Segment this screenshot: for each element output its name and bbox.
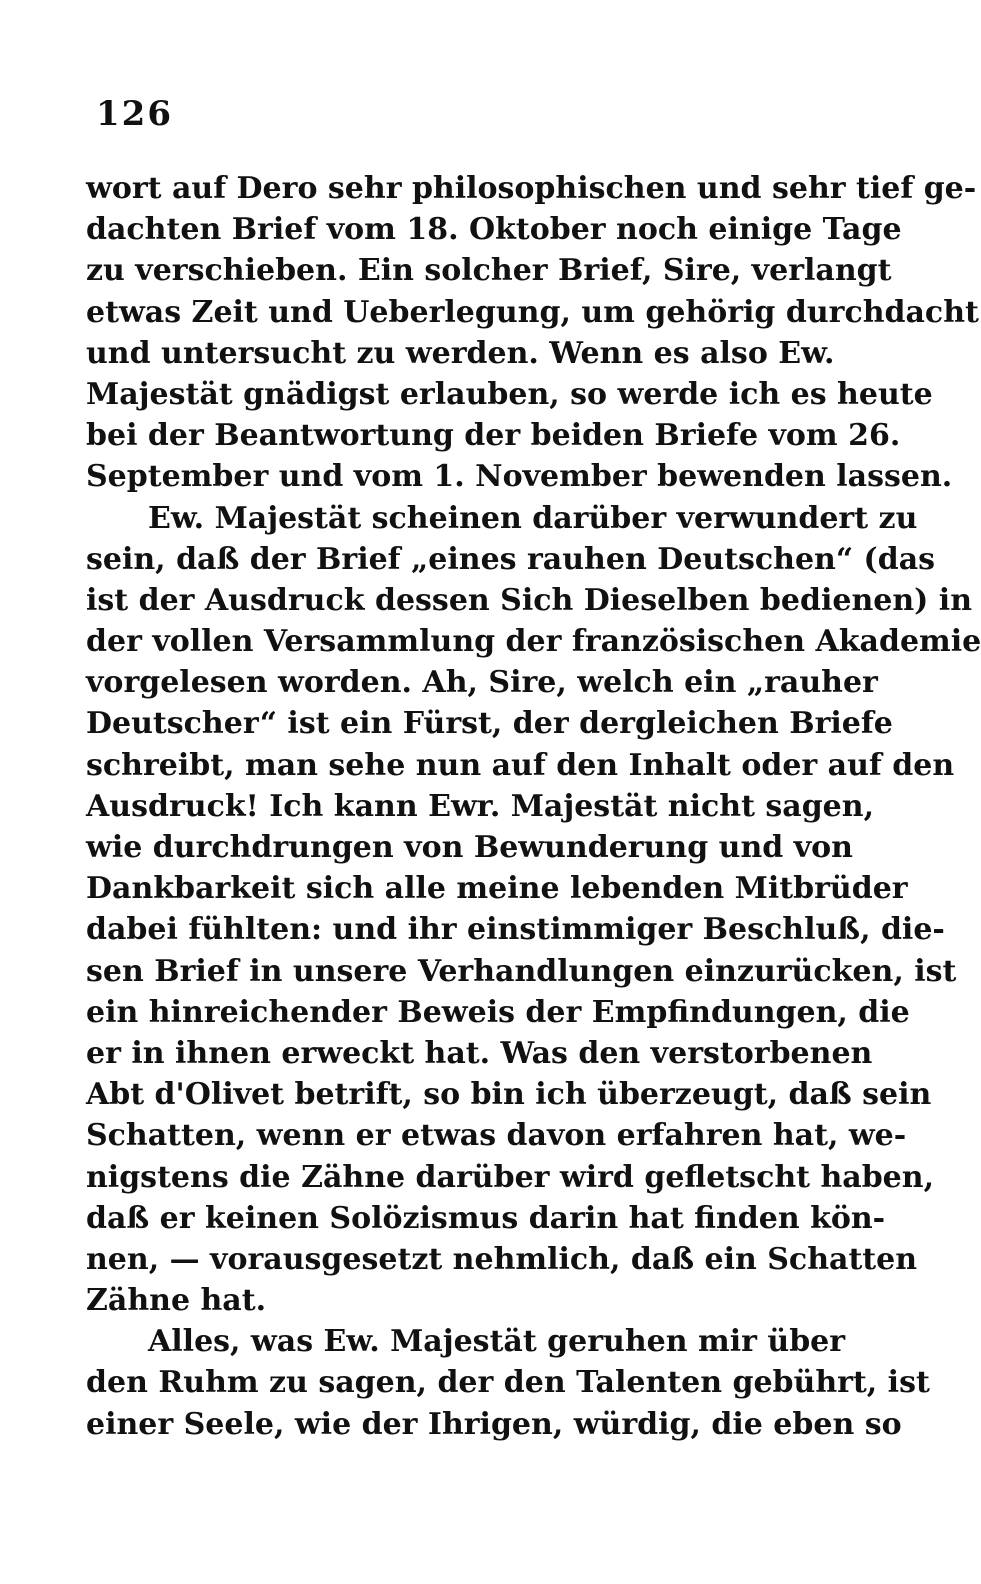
- text-line: schreibt, man sehe nun auf den Inhalt oder auf den: [86, 747, 955, 783]
- text-line: Schatten, wenn er etwas davon erfahren hat, we-: [86, 1118, 907, 1154]
- text-line: vorgelesen worden. Ah, Sire, welch ein „rauher: [86, 665, 878, 701]
- paragraph-start-line: Ew. Majestät scheinen darüber verwundert zu: [148, 500, 918, 536]
- text-line: Zähne hat.: [86, 1283, 267, 1319]
- text-line: bei der Beantwortung der beiden Briefe vom 26.: [86, 418, 901, 454]
- paragraph-start-line: Alles, was Ew. Majestät geruhen mir über: [148, 1324, 846, 1360]
- text-line: sein, daß der Brief „eines rauhen Deutschen“ (das: [86, 541, 936, 577]
- text-line: dachten Brief vom 18. Oktober noch einige Tage: [86, 212, 902, 248]
- text-line: zu verschieben. Ein solcher Brief, Sire, verlangt: [86, 253, 892, 289]
- body-text: [86, 168, 981, 1445]
- text-line: etwas Zeit und Ueberlegung, um gehörig durchdacht: [86, 294, 979, 330]
- text-line: Ausdruck! Ich kann Ewr. Majestät nicht sagen,: [86, 788, 875, 824]
- text-line: daß er keinen Solözismus darin hat finden kön-: [86, 1200, 886, 1236]
- text-line: Majestät gnädigst erlauben, so werde ich es heute: [86, 376, 933, 412]
- text-line: Dankbarkeit sich alle meine lebenden Mitbrüder: [86, 871, 908, 907]
- text-line: Deutscher“ ist ein Fürst, der dergleichen Briefe: [86, 706, 893, 742]
- text-line: der vollen Versammlung der französischen Akademie: [86, 624, 981, 660]
- text-line: wie durchdrungen von Bewunderung und von: [86, 830, 853, 865]
- text-line: ein hinreichender Beweis der Empfindungen, die: [86, 994, 910, 1030]
- text-line: wort auf Dero sehr philosophischen und sehr tief ge-: [86, 171, 977, 206]
- text-line: und untersucht zu werden. Wenn es also Ew.: [86, 335, 835, 371]
- text-line: er in ihnen erweckt hat. Was den verstorbenen: [86, 1035, 873, 1071]
- text-line: nen, — vorausgesetzt nehmlich, daß ein Schatten: [86, 1241, 918, 1277]
- text-line: September und vom 1. November bewenden lassen.: [86, 459, 953, 495]
- text-line: sen Brief in unsere Verhandlungen einzurücken, ist: [86, 953, 957, 989]
- text-line: den Ruhm zu sagen, der den Talenten gebührt, ist: [86, 1365, 930, 1401]
- text-line: nigstens die Zähne darüber wird gefletscht haben,: [86, 1159, 935, 1195]
- text-line: einer Seele, wie der Ihrigen, würdig, die eben so: [86, 1406, 902, 1442]
- text-line: Abt d'Olivet betrift, so bin ich überzeugt, daß sein: [86, 1077, 932, 1113]
- page-number: 126: [96, 94, 173, 134]
- text-line: ist der Ausdruck dessen Sich Dieselben bedienen) in: [86, 582, 973, 618]
- text-line: dabei fühlten: und ihr einstimmiger Beschluß, die-: [86, 912, 945, 948]
